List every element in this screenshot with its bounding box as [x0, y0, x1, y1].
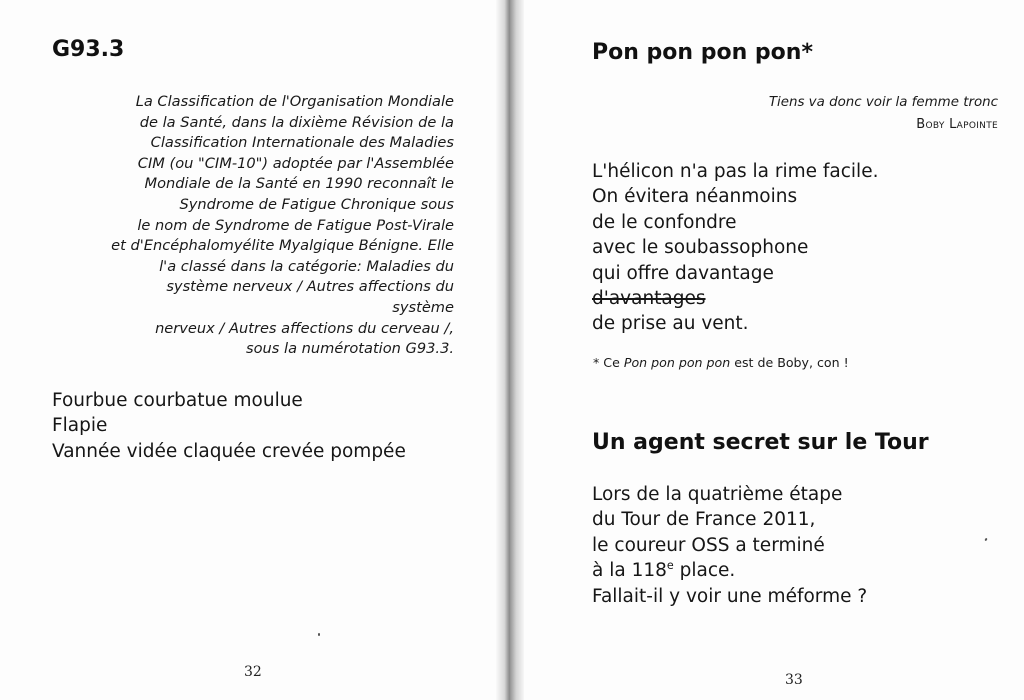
paragraph-line: le nom de Syndrome de Fatigue Post-Virale [137, 216, 454, 234]
paragraph-line: CIM (ou "CIM-10") adoptée par l'Assemblée [137, 154, 454, 172]
line-text: à la 118 [592, 560, 667, 582]
classification-paragraph [40, 92, 454, 360]
footnote-italic: Pon pon pon pon [623, 355, 731, 370]
paragraph-line: système [392, 298, 454, 316]
paragraph-line: Syndrome de Fatigue Chronique sous [179, 195, 454, 213]
paragraph-line: Classification Internationale des Maladies [150, 134, 454, 152]
poem-line: Fallait-il y voir une méforme ? [592, 585, 868, 607]
poem-line: On évitera néanmoins [592, 186, 798, 208]
paragraph-line: l'a classé dans la catégorie: Maladies du [159, 257, 454, 275]
paragraph-line: système nerveux / Autres affections du [166, 278, 454, 296]
epigraph [560, 92, 998, 136]
poem-line: Flapie [52, 415, 108, 437]
epigraph-author: Boby Lapointe [916, 117, 998, 132]
line-text: place. [673, 560, 736, 582]
footnote [593, 355, 849, 370]
left-page-title: G93.3 [52, 37, 125, 62]
paragraph-line: La Classification de l'Organisation Mondiale [135, 93, 454, 110]
paragraph-line: Mondiale de la Santé en 1990 reconnaît le [144, 175, 454, 193]
paragraph-line: sous la numérotation G93.3. [246, 340, 454, 358]
tour-poem [592, 482, 867, 609]
page-number-left: 32 [244, 664, 262, 680]
book-gutter [496, 0, 524, 700]
ordinal-superscript: e [666, 559, 674, 573]
helicon-poem [592, 159, 878, 337]
poem-line: L'hélicon n'a pas la rime facile. [592, 161, 879, 182]
poem-line: le coureur OSS a terminé [592, 534, 825, 556]
epigraph-quote: Tiens va donc voir la femme tronc [768, 95, 998, 110]
paragraph-line: de la Santé, dans la dixième Révision de la [139, 113, 454, 131]
poem-line: Vannée vidée claquée crevée pompée [52, 440, 406, 462]
poem-line: qui offre davantage [592, 262, 774, 284]
poem-line: avec le soubassophone [592, 237, 809, 259]
poem-line: Fourbue courbatue moulue [52, 390, 303, 411]
footnote-suffix: est de Boby, con ! [730, 355, 849, 370]
poem-line [592, 558, 867, 583]
poem-line-strikethrough: d'avantages [592, 288, 706, 310]
page-number-right: 33 [785, 672, 803, 688]
poem-line: de le confondre [592, 211, 737, 233]
poem-line: du Tour de France 2011, [592, 509, 816, 531]
poem-line: de prise au vent. [592, 313, 749, 335]
footnote-prefix: * Ce [593, 355, 624, 370]
paragraph-line: et d'Encéphalomyélite Myalgique Bénigne. Elle [111, 237, 454, 255]
poem-line: Lors de la quatrième étape [592, 484, 843, 505]
paragraph-line: nerveux / Autres affections du cerveau /, [155, 319, 454, 337]
right-page-title-1: Pon pon pon pon* [592, 40, 813, 65]
right-page-title-2: Un agent secret sur le Tour [592, 430, 929, 455]
left-poem [52, 388, 406, 464]
paper-speck [318, 633, 320, 636]
